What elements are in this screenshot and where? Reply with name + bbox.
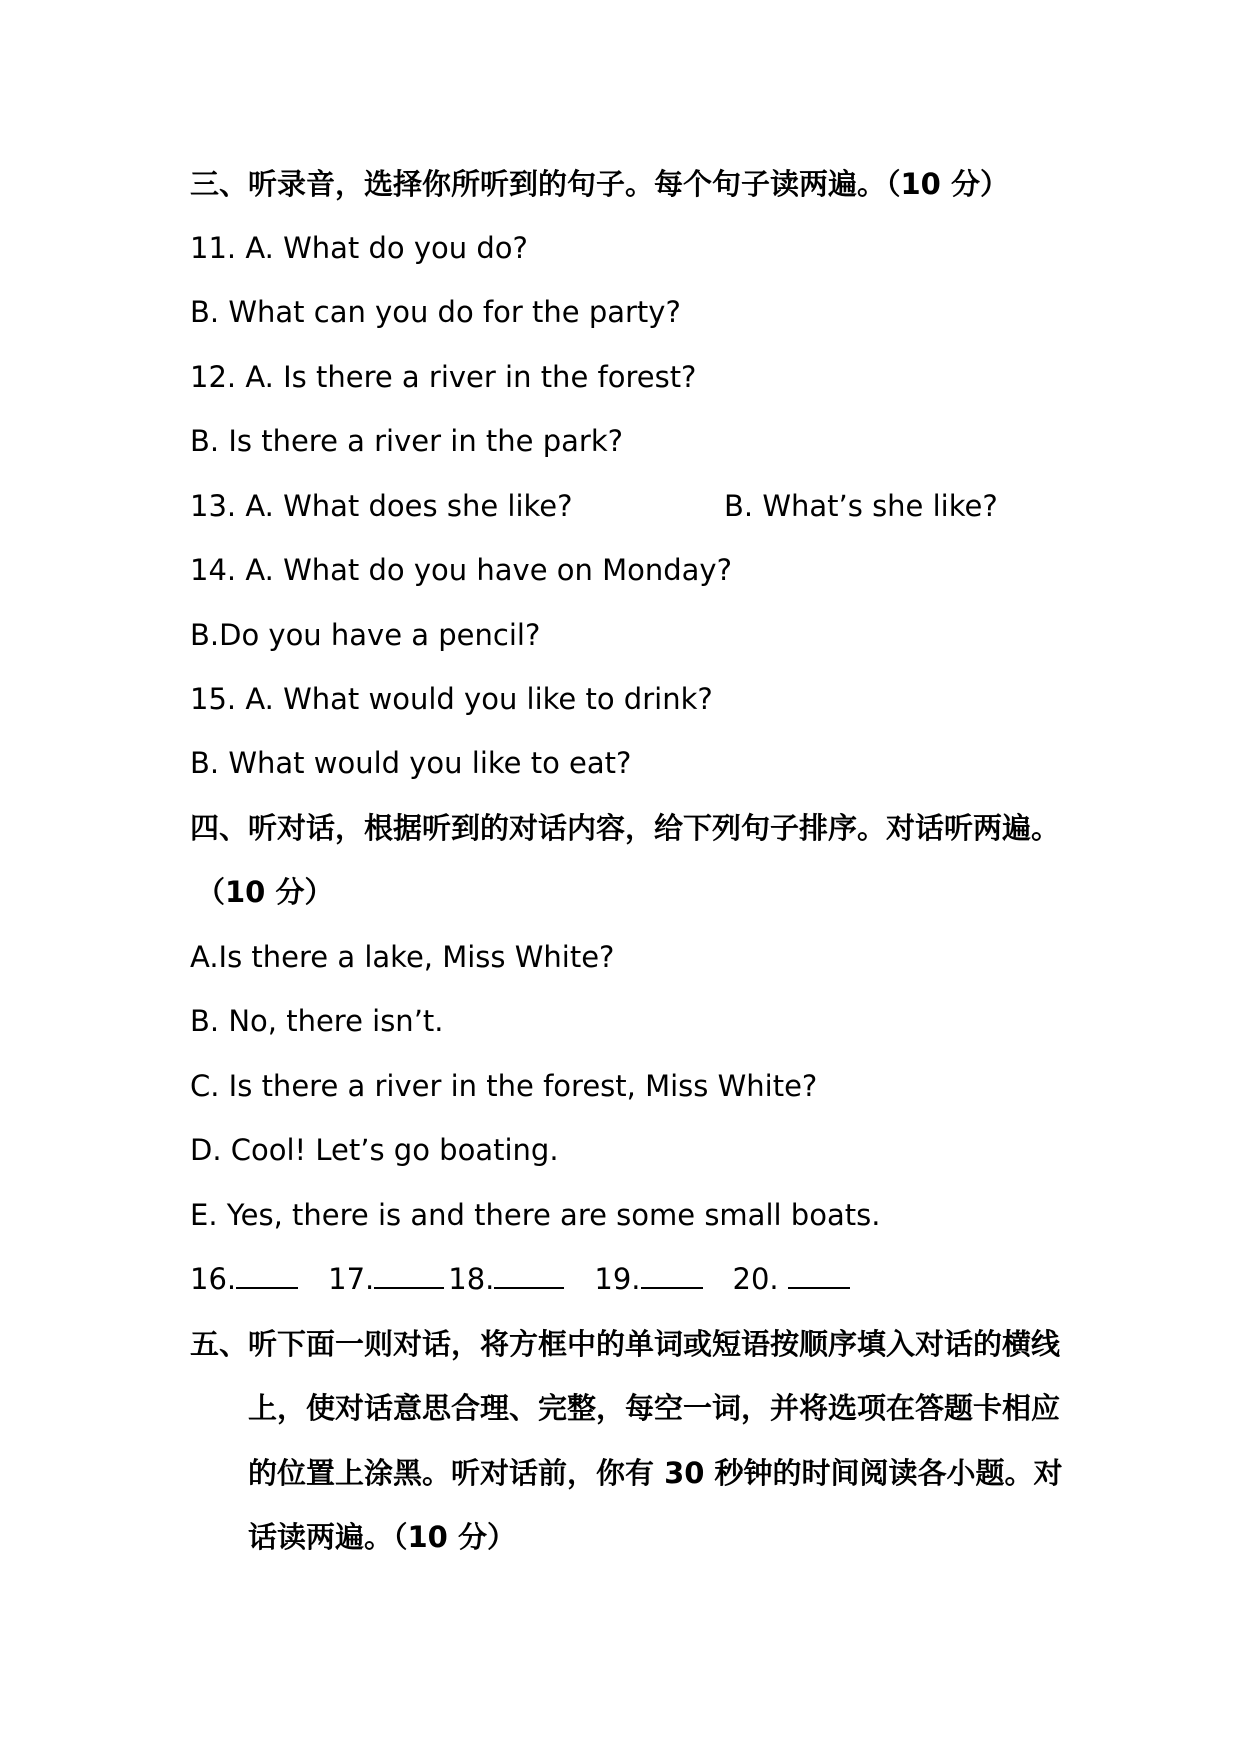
section5-heading-line1: 五、听下面一则对话，将方框中的单词或短语按顺序填入对话的横线 xyxy=(190,1327,1061,1361)
q13-option-b: B. What’s she like? xyxy=(724,489,998,523)
section4-item-b: B. No, there isn’t. xyxy=(190,1004,444,1038)
answer-20 xyxy=(733,1259,850,1299)
q12-option-a: 12. A. Is there a river in the forest? xyxy=(190,360,697,394)
answer-20-label: 20. xyxy=(732,1262,779,1296)
section3-heading: 三、听录音，选择你所听到的句子。每个句子读两遍。（10 分） xyxy=(190,167,1009,201)
answer-16 xyxy=(190,1259,298,1299)
answer-18-blank[interactable] xyxy=(494,1259,564,1289)
section4-item-d: D. Cool! Let’s go boating. xyxy=(190,1133,559,1167)
answer-17-blank[interactable] xyxy=(374,1259,444,1289)
q13-row xyxy=(190,486,1090,526)
q14-option-a: 14. A. What do you have on Monday? xyxy=(190,553,732,587)
answer-17 xyxy=(328,1259,444,1299)
answer-18-label: 18. xyxy=(448,1262,495,1296)
answer-19-label: 19. xyxy=(594,1262,641,1296)
q14-option-b: B.Do you have a pencil? xyxy=(190,618,541,652)
section4-item-e: E. Yes, there is and there are some small boats. xyxy=(190,1198,881,1232)
section4-item-a: A.Is there a lake, Miss White? xyxy=(190,940,615,974)
answer-19-blank[interactable] xyxy=(641,1259,703,1289)
section4-item-c: C. Is there a river in the forest, Miss White? xyxy=(190,1069,818,1103)
section5-heading-line2: 上，使对话意思合理、完整，每空一词，并将选项在答题卡相应 xyxy=(248,1391,1061,1425)
q15-option-a: 15. A. What would you like to drink? xyxy=(190,682,713,716)
answer-20-blank[interactable] xyxy=(788,1259,850,1289)
answer-16-blank[interactable] xyxy=(236,1259,298,1289)
q13-option-a: 13. A. What does she like? xyxy=(190,489,573,523)
answer-17-label: 17. xyxy=(328,1262,375,1296)
answer-row xyxy=(190,1259,850,1299)
q12-option-b: B. Is there a river in the park? xyxy=(190,424,624,458)
section5-heading-line3: 的位置上涂黑。听对话前，你有 30 秒钟的时间阅读各小题。对 xyxy=(248,1456,1063,1490)
section5-heading-line4: 话读两遍。（10 分） xyxy=(248,1520,516,1554)
answer-19 xyxy=(594,1259,702,1299)
q11-option-b: B. What can you do for the party? xyxy=(190,295,681,329)
answer-18 xyxy=(448,1259,564,1299)
q15-option-b: B. What would you like to eat? xyxy=(190,746,632,780)
section4-heading-line1: 四、听对话，根据听到的对话内容，给下列句子排序。对话听两遍。 xyxy=(190,811,1061,845)
section4-heading-line2: （10 分） xyxy=(196,875,334,909)
answer-16-label: 16. xyxy=(190,1262,237,1296)
q11-option-a: 11. A. What do you do? xyxy=(190,231,528,265)
